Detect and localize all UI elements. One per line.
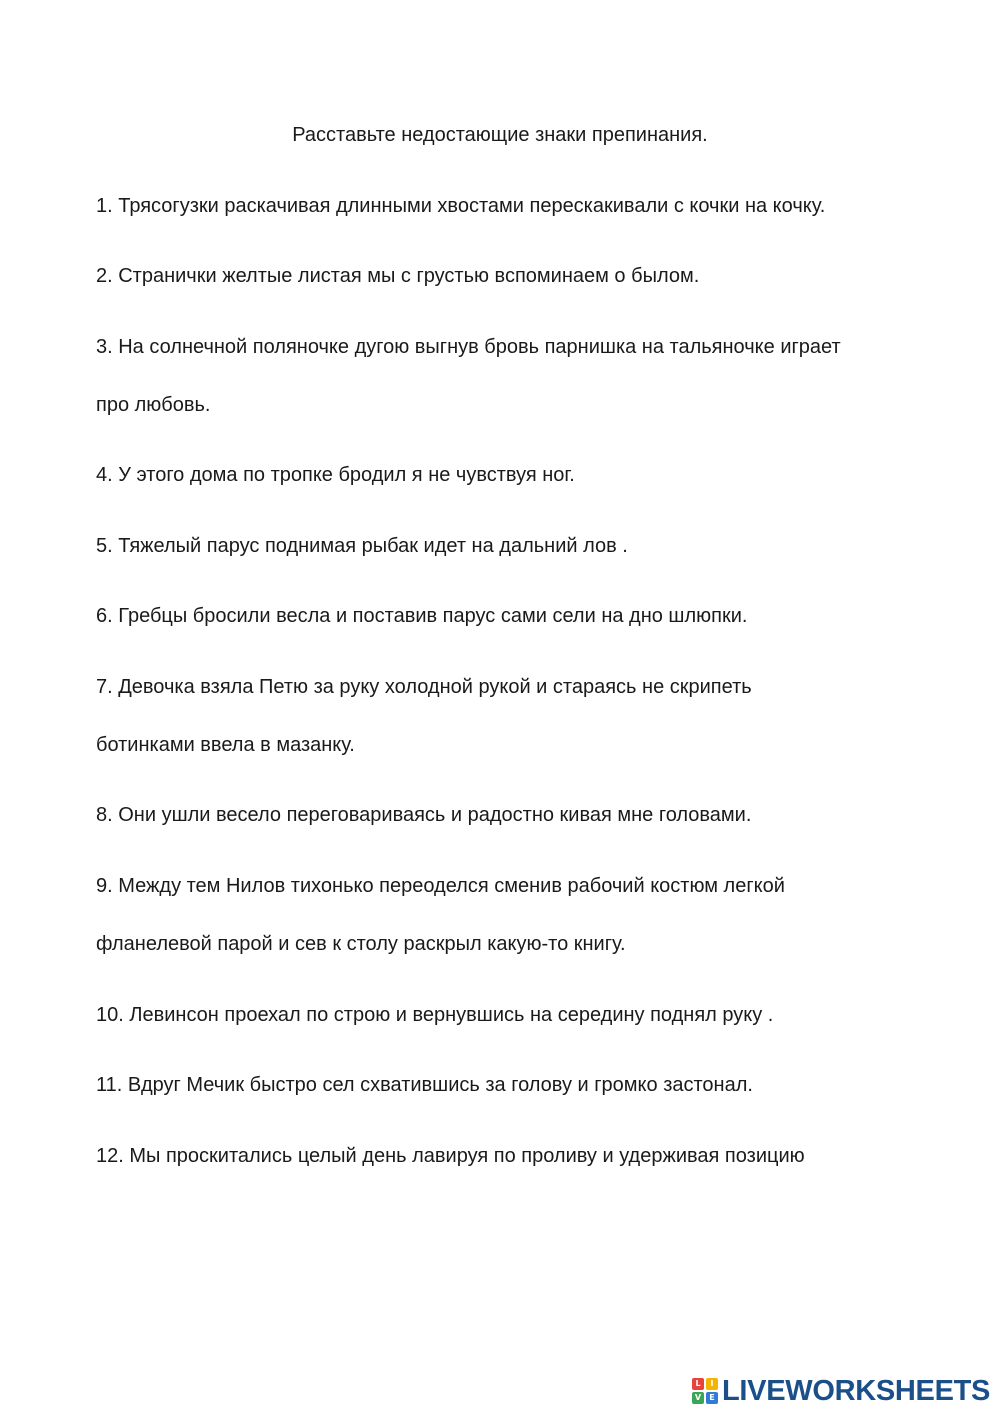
logo-mark-tile: L [692,1378,704,1390]
exercise-line: 7. Девочка взяла Петю за руку холодной рукой и стараясь не скрипеть [96,676,752,698]
exercise-line: 9. Между тем Нилов тихонько переоделся сменив рабочий костюм легкой [96,875,785,897]
exercise-line: про любовь. [96,394,211,416]
logo-mark-tile: E [706,1392,718,1404]
exercise-line: 8. Они ушли весело переговариваясь и радостно кивая мне головами. [96,804,752,826]
logo-text: LIVEWORKSHEETS [722,1375,991,1407]
exercise-line: 3. На солнечной поляночке дугою выгнув бровь парнишка на тальяночке играет [96,336,841,358]
exercise-line: 1. Трясогузки раскачивая длинными хвостами перескакивали с кочки на кочку. [96,195,826,217]
exercise-line: 11. Вдруг Мечик быстро сел схватившись за голову и громко застонал. [96,1074,753,1096]
exercise-line: 5. Тяжелый парус поднимая рыбак идет на дальний лов . [96,535,628,557]
exercise-line: фланелевой парой и сев к столу раскрыл какую-то книгу. [96,933,626,955]
logo-mark-tile: I [706,1378,718,1390]
exercise-line: 4. У этого дома по тропке бродил я не чувствуя ног. [96,464,575,486]
exercise-line: ботинками ввела в мазанку. [96,734,355,756]
exercise-line: 10. Левинсон проехал по строю и вернувшись на середину поднял руку . [96,1004,774,1026]
liveworksheets-logo[interactable] [692,1374,990,1408]
page-title: Расставьте недостающие знаки препинания. [292,124,708,146]
exercise-line: 12. Мы проскитались целый день лавируя по проливу и удерживая позицию [96,1145,805,1167]
exercise-line: 2. Странички желтые листая мы с грустью вспоминаем о былом. [96,265,700,287]
logo-mark-tile: V [692,1392,704,1404]
logo-mark-icon [692,1378,718,1404]
exercise-line: 6. Гребцы бросили весла и поставив парус сами сели на дно шлюпки. [96,605,748,627]
